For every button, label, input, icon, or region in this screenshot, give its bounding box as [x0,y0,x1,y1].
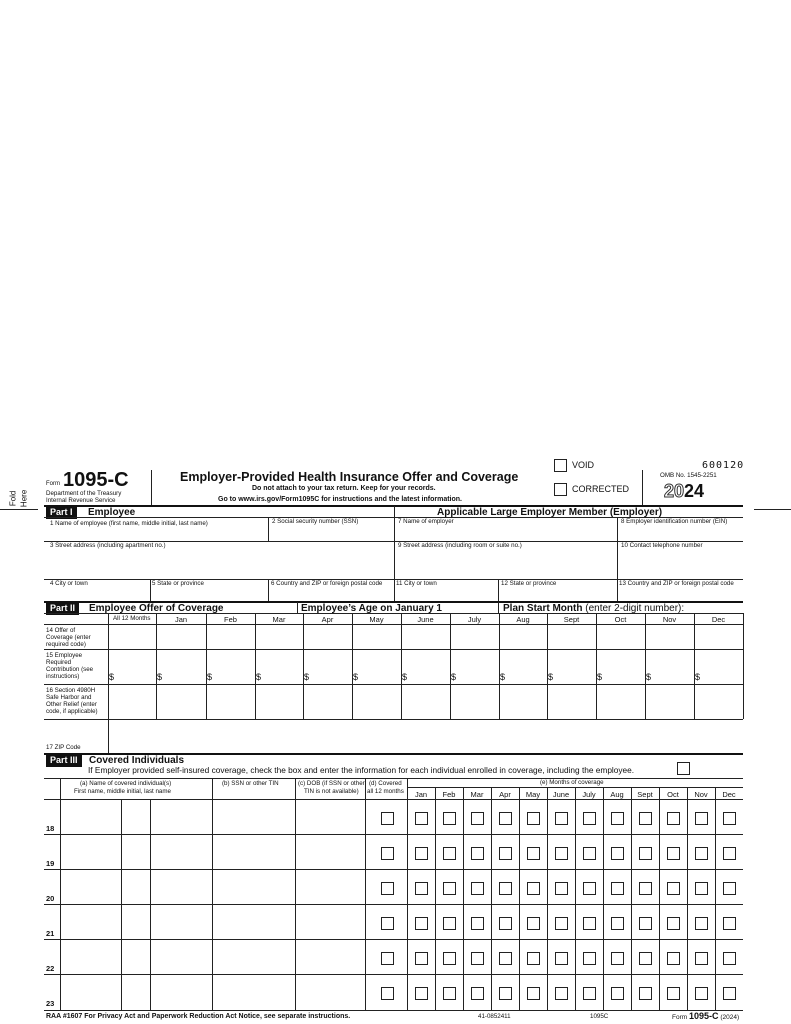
covered-month-checkbox[interactable] [471,952,484,965]
line-14-cell[interactable] [207,625,254,648]
covered-dob-cell[interactable] [296,870,364,903]
covered-month-checkbox[interactable] [527,952,540,965]
covered-ssn-cell[interactable] [213,940,294,973]
covered-month-checkbox[interactable] [695,917,708,930]
line-15-cell[interactable] [556,650,595,683]
line-16-cell[interactable] [109,685,155,718]
covered-all-12-checkbox[interactable] [381,952,394,965]
part1-center-divider [394,506,395,602]
irs-label: Internal Revenue Service [46,497,116,504]
part3-month-line [631,787,632,1010]
col-c-label-1: (c) DOB (if SSN or other [298,780,365,787]
line-15-cell[interactable] [117,650,155,683]
line-14-cell[interactable] [304,625,351,648]
covered-month-checkbox[interactable] [639,882,652,895]
part3-col-line [407,778,408,1010]
part3-month-july: July [582,790,596,799]
line-16-cell[interactable] [695,685,742,718]
covered-month-checkbox[interactable] [471,847,484,860]
covered-month-checkbox[interactable] [555,847,568,860]
part3-month-nov: Nov [694,790,708,799]
footer-code: 41-0852411 [478,1013,511,1020]
covered-month-checkbox[interactable] [415,987,428,1000]
form-bottom-rule [44,1010,743,1011]
field-2-label: 2 Social security number (SSN) [272,518,359,525]
void-checkbox[interactable] [554,459,567,472]
corrected-label: CORRECTED [572,484,630,494]
covered-month-checkbox[interactable] [583,987,596,1000]
covered-month-checkbox[interactable] [723,882,736,895]
part2-month-sept: Sept [563,615,580,624]
line-15-dollar: $ [109,672,115,682]
part2-title: Employee Offer of Coverage [89,603,224,614]
covered-month-checkbox[interactable] [695,952,708,965]
covered-month-checkbox[interactable] [583,952,596,965]
field-5-label: 5 State or province [152,580,204,587]
line-16-cell[interactable] [646,685,693,718]
line-14-rule [44,649,743,650]
covered-month-checkbox[interactable] [667,952,680,965]
covered-month-checkbox[interactable] [499,952,512,965]
covered-month-checkbox[interactable] [583,812,596,825]
part3-month-line [575,787,576,1010]
line-15-dollar: $ [548,672,554,682]
covered-month-checkbox[interactable] [583,847,596,860]
row-number: 20 [46,894,55,903]
field-1-2-divider [268,517,269,541]
field-7-8-divider [617,517,618,602]
covered-all-12-checkbox[interactable] [381,882,394,895]
covered-month-checkbox[interactable] [471,987,484,1000]
covered-month-checkbox[interactable] [527,917,540,930]
line-14-cell[interactable] [157,625,205,648]
line-17-label: 17 ZIP Code [46,744,81,751]
part2-age-title: Employee’s Age on January 1 [301,603,442,614]
line-15-cell[interactable] [361,650,400,683]
line-16-cell[interactable] [157,685,205,718]
line-14-label [46,627,91,648]
line-15-dollar: $ [646,672,652,682]
part1-employer-title: Applicable Large Employer Member (Employer) [437,507,663,518]
covered-month-checkbox[interactable] [723,917,736,930]
covered-month-checkbox[interactable] [723,847,736,860]
covered-month-checkbox[interactable] [499,812,512,825]
line-14-text-2: Coverage (enter [46,634,91,642]
line-15-cell[interactable] [215,650,254,683]
line-15-dollar: $ [256,672,262,682]
covered-month-checkbox[interactable] [695,812,708,825]
part3-month-line [463,787,464,1010]
part2-month-mar: Mar [272,615,286,624]
part3-month-oct: Oct [667,790,679,799]
part3-month-line [491,787,492,1010]
line-15-dollar: $ [207,672,213,682]
covered-month-checkbox[interactable] [639,917,652,930]
part3-tag: Part III [46,755,82,767]
field-10-label: 10 Contact telephone number [621,542,703,549]
line-16-cell[interactable] [597,685,644,718]
col-d-label-1: (d) Covered [369,780,402,787]
covered-month-checkbox[interactable] [499,917,512,930]
fold-line-right [754,509,791,510]
covered-month-checkbox[interactable] [499,882,512,895]
part2-title-divider-2 [498,602,499,613]
line-14-cell[interactable] [597,625,644,648]
covered-name-cell[interactable] [61,975,211,1008]
dept-treasury: Department of the Treasury [46,490,122,497]
line-14-cell[interactable] [646,625,693,648]
part1-employee-title: Employee [88,507,136,518]
covered-month-checkbox[interactable] [611,812,624,825]
field-8-label: 8 Employer identification number (EIN) [621,518,728,525]
field-12-label: 12 State or province [501,580,557,587]
covered-month-checkbox[interactable] [471,812,484,825]
field-11-label: 11 City or town [396,580,437,587]
part3-month-june: June [552,790,570,799]
form-number: 1095-C [63,469,129,491]
part2-month-dec: Dec [711,615,726,624]
line-15-dollar: $ [451,672,457,682]
footer-form-id: 1095C [590,1013,609,1020]
part3-month-line [659,787,660,1010]
covered-ssn-cell[interactable] [213,975,294,1008]
line-16-text-2: Safe Harbor and [46,694,92,702]
covered-month-checkbox[interactable] [667,987,680,1000]
footer-notice: RAA #1607 For Privacy Act and Paperwork Reduction Act Notice, see separate instructions. [46,1013,351,1020]
field-1-label: 1 Name of employee (first name, middle initial, last name) [50,520,208,527]
covered-month-checkbox[interactable] [723,812,736,825]
part3-title: Covered Individuals [89,755,185,766]
field-7-label: 7 Name of employer [398,518,454,525]
covered-month-checkbox[interactable] [499,987,512,1000]
part3-instruction: If Employer provided self-insured coverage, check the box and enter the information for each individual enrolled in coverage, including the employee. [88,765,635,775]
tax-year [664,481,704,502]
covered-month-checkbox[interactable] [695,847,708,860]
header-divider-left [151,470,152,506]
covered-month-checkbox[interactable] [667,812,680,825]
covered-month-checkbox[interactable] [499,847,512,860]
line-16-cell[interactable] [548,685,595,718]
part3-month-line [547,787,548,1010]
covered-name-cell[interactable] [61,870,211,903]
part1-tag: Part I [46,507,77,519]
line-15-label [46,652,93,681]
line-14-cell[interactable] [109,625,155,648]
line-15-cell[interactable] [264,650,302,683]
line-16-rule [44,719,743,720]
field-3-label: 3 Street address (including apartment no.) [50,542,166,549]
covered-month-checkbox[interactable] [639,987,652,1000]
covered-name-cell[interactable] [61,800,211,833]
header-divider-right [642,470,643,506]
covered-month-checkbox[interactable] [583,917,596,930]
part3-col-line [365,778,366,1010]
form-title: Employer-Provided Health Insurance Offer and Coverage [180,470,519,484]
covered-month-checkbox[interactable] [695,882,708,895]
line-16-cell[interactable] [256,685,302,718]
part3-month-feb: Feb [442,790,456,799]
line-16-cell[interactable] [500,685,546,718]
covered-month-checkbox[interactable] [415,812,428,825]
line-15-cell[interactable] [654,650,693,683]
form-subtitle-2: Go to www.irs.gov/Form1095C for instructions and the latest information. [218,496,462,503]
line-15-text-1: 15 Employee [46,652,83,659]
col-b-label: (b) SSN or other TIN [222,780,279,787]
covered-month-checkbox[interactable] [527,812,540,825]
fold-line-left [0,509,38,510]
part2-header-rule [44,613,743,614]
part3-month-line [435,787,436,1010]
footer-form-year: (2024) [720,1014,740,1021]
line-15-cell[interactable] [703,650,742,683]
part3-month-dec: Dec [722,790,736,799]
covered-dob-cell[interactable] [296,940,364,973]
line-15-dollar: $ [597,672,603,682]
part2-month-oct: Oct [614,615,627,624]
covered-month-checkbox[interactable] [415,882,428,895]
tax-year-bold: 24 [684,481,705,501]
covered-month-checkbox[interactable] [555,812,568,825]
covered-month-checkbox[interactable] [583,882,596,895]
covered-ssn-cell[interactable] [213,870,294,903]
line-14-cell[interactable] [353,625,400,648]
part3-month-line [519,787,520,1010]
line-16-cell[interactable] [304,685,351,718]
plan-start-note: (enter 2-digit number): [585,603,685,614]
covered-month-checkbox[interactable] [443,987,456,1000]
plan-start-title: Plan Start Month [503,603,583,614]
void-label: VOID [572,460,595,470]
covered-dob-cell[interactable] [296,975,364,1008]
line-15-cell[interactable] [410,650,449,683]
covered-all-12-checkbox[interactable] [381,917,394,930]
covered-month-checkbox[interactable] [611,987,624,1000]
line-16-cell[interactable] [353,685,400,718]
line-16-cell[interactable] [402,685,449,718]
covered-month-checkbox[interactable] [611,847,624,860]
row-number: 19 [46,859,55,868]
footer-form-label [672,1012,739,1022]
covered-month-checkbox[interactable] [443,952,456,965]
covered-month-checkbox[interactable] [555,917,568,930]
covered-month-checkbox[interactable] [471,882,484,895]
line-15-cell[interactable] [165,650,205,683]
line-15-dollar: $ [500,672,506,682]
covered-month-checkbox[interactable] [415,917,428,930]
field-6-label: 6 Country and ZIP or foreign postal code [271,580,383,587]
row-number: 23 [46,999,55,1008]
covered-month-checkbox[interactable] [555,882,568,895]
part2-month-june: June [417,615,434,624]
covered-month-checkbox[interactable] [555,987,568,1000]
line-14-cell[interactable] [402,625,449,648]
line-15-dollar: $ [304,672,310,682]
covered-month-checkbox[interactable] [639,847,652,860]
form-word: Form [46,481,60,487]
col-c-label-2: TIN is not available) [304,788,359,795]
covered-ssn-cell[interactable] [213,835,294,868]
line-16-cell[interactable] [207,685,254,718]
covered-month-checkbox[interactable] [695,987,708,1000]
line-16-text-1: 16 Section 4980H [46,687,96,694]
fold-text-1: Fold [8,490,18,507]
field-11-12-divider [498,579,499,602]
part2-month-aug: Aug [516,615,530,624]
row-number: 21 [46,929,55,938]
footer-form-word: Form [672,1014,688,1021]
row-number: 18 [46,824,55,833]
line-15-cell[interactable] [312,650,351,683]
field-4-label: 4 City or town [50,580,88,587]
covered-month-checkbox[interactable] [527,847,540,860]
field-5-6-divider [268,579,269,602]
line-15-dollar: $ [695,672,701,682]
covered-month-checkbox[interactable] [415,847,428,860]
covered-month-checkbox[interactable] [471,917,484,930]
line-15-dollar: $ [402,672,408,682]
col-all-12-months: All 12 Months [113,615,151,622]
part3-month-line [603,787,604,1010]
covered-all-12-checkbox[interactable] [381,847,394,860]
self-insured-checkbox[interactable] [677,762,690,775]
col-a-label-2: First name, middle initial, last name [74,788,171,795]
covered-month-checkbox[interactable] [723,952,736,965]
covered-month-checkbox[interactable] [527,882,540,895]
line-15-cell[interactable] [605,650,644,683]
line-15-rule [44,684,743,685]
covered-ssn-cell[interactable] [213,800,294,833]
part3-month-line [715,787,716,1010]
line-16-cell[interactable] [451,685,498,718]
part2-tag: Part II [46,603,79,615]
line-15-dollar: $ [157,672,163,682]
part2-month-july: July [467,615,482,624]
col-d-label-2: all 12 months [367,788,404,795]
omb-number: OMB No. 1545-2251 [660,472,717,479]
footer-form-number: 1095-C [688,1011,719,1021]
field-9-label: 9 Street address (including room or suite no.) [398,542,522,549]
covered-ssn-cell[interactable] [213,905,294,938]
part2-month-apr: Apr [321,615,334,624]
field-4-5-divider [150,579,151,602]
tax-year-outline: 20 [664,481,685,501]
covered-dob-cell[interactable] [296,800,364,833]
covered-month-checkbox[interactable] [667,882,680,895]
row-number: 22 [46,964,55,973]
covered-month-checkbox[interactable] [723,987,736,1000]
fold-text-2: Here [19,489,29,508]
covered-month-checkbox[interactable] [443,882,456,895]
covered-name-cell[interactable] [61,940,211,973]
part2-month-jan: Jan [174,615,188,624]
line-16-text-3: Other Relief (enter [46,701,97,709]
corrected-checkbox[interactable] [554,483,567,496]
part2-month-nov: Nov [662,615,677,624]
covered-month-checkbox[interactable] [611,952,624,965]
covered-month-checkbox[interactable] [555,952,568,965]
part3-month-may: May [525,790,541,799]
part2-month-may: May [369,615,384,624]
line-15-text-2: Required [46,659,72,667]
part3-month-line [687,787,688,1010]
line-16-text-4: code, if applicable) [46,708,98,716]
line-15-text-4: instructions) [46,673,80,681]
line-16-label [46,687,98,716]
covered-month-checkbox[interactable] [667,917,680,930]
part3-month-sept: Sept [637,790,653,799]
part2-title-divider-1 [297,602,298,613]
covered-month-checkbox[interactable] [443,812,456,825]
form-subtitle-1: Do not attach to your tax return. Keep for your records. [252,485,436,492]
line-14-text-1: 14 Offer of [46,627,76,634]
covered-month-checkbox[interactable] [415,952,428,965]
part3-month-aug: Aug [610,790,624,799]
covered-month-checkbox[interactable] [639,812,652,825]
covered-month-checkbox[interactable] [527,987,540,1000]
covered-month-checkbox[interactable] [639,952,652,965]
part3-month-jan: Jan [414,790,428,799]
covered-month-checkbox[interactable] [611,882,624,895]
covered-all-12-checkbox[interactable] [381,987,394,1000]
covered-name-cell[interactable] [61,905,211,938]
line-14-cell[interactable] [500,625,546,648]
part3-header-rule [44,778,743,779]
covered-month-checkbox[interactable] [443,847,456,860]
covered-month-checkbox[interactable] [611,917,624,930]
line-14-cell[interactable] [695,625,742,648]
covered-dob-cell[interactable] [296,905,364,938]
line-15-cell[interactable] [459,650,498,683]
field-13-label: 13 Country and ZIP or foreign postal code [619,580,734,587]
form-code: 600120 [702,460,745,471]
part2-col-line [743,613,744,719]
line-14-cell[interactable] [451,625,498,648]
line-14-cell[interactable] [256,625,302,648]
line-14-cell[interactable] [548,625,595,648]
line-14-text-3: required code) [46,641,86,649]
line-15-cell[interactable] [508,650,546,683]
part3-month-apr: Apr [499,790,511,799]
part2-month-feb: Feb [224,615,237,624]
covered-name-cell[interactable] [61,835,211,868]
covered-dob-cell[interactable] [296,835,364,868]
covered-all-12-checkbox[interactable] [381,812,394,825]
line-15-text-3: Contribution (see [46,666,94,674]
line-15-dollar: $ [353,672,359,682]
col-e-label: (e) Months of coverage [540,779,604,786]
covered-month-checkbox[interactable] [443,917,456,930]
covered-month-checkbox[interactable] [667,847,680,860]
col-a-label-1: (a) Name of covered individual(s) [80,780,172,787]
part3-month-mar: Mar [470,790,484,799]
